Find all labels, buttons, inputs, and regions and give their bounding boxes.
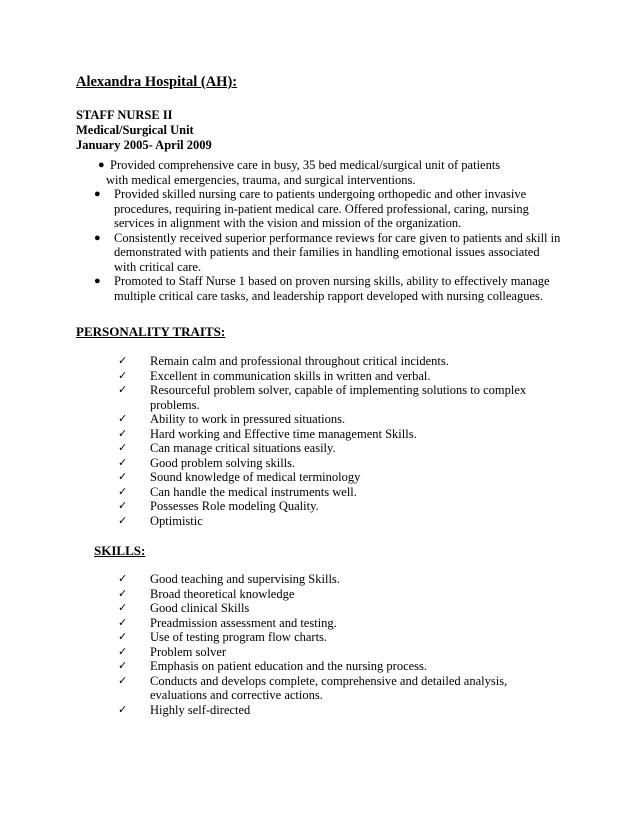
duty-text: Consistently received superior performance reviews for care given to patients and skill in demonstrated with patients and their families in handling emotional issues associated with critical care. <box>114 230 561 274</box>
check-icon: ✓ <box>118 368 128 382</box>
check-icon: ✓ <box>118 702 128 716</box>
duty-text: Provided skilled nursing care to patients undergoing orthopedic and other invasive procedures, requiring in-patient medical care. Offered professional, caring, nursing services in alignment with the vision and mission of the organization. <box>114 187 529 230</box>
trait-text: Possesses Role modeling Quality. <box>150 499 319 513</box>
trait-text: Can handle the medical instruments well. <box>150 484 357 499</box>
list-item <box>118 412 558 427</box>
list-item <box>118 441 558 456</box>
list-item <box>118 369 558 384</box>
list-item <box>118 499 558 514</box>
trait-text: Excellent in communication skills in written and verbal. <box>150 368 431 383</box>
trait-text: Good problem solving skills. <box>150 455 296 470</box>
traits-list <box>118 354 558 528</box>
check-icon: ✓ <box>118 615 128 629</box>
skill-text: Good teaching and supervising Skills. <box>150 572 340 586</box>
list-item <box>118 572 558 587</box>
check-icon: ✓ <box>118 499 128 512</box>
bullet-icon: ● <box>98 159 105 171</box>
check-icon: ✓ <box>118 630 128 643</box>
check-icon: ✓ <box>118 673 128 687</box>
check-icon: ✓ <box>118 586 128 600</box>
duty-line-2: with medical emergencies, trauma, and surgical interventions. <box>106 172 416 187</box>
trait-text: Sound knowledge of medical terminology <box>150 470 361 484</box>
duty-line-1: Provided comprehensive care in busy, 35 bed medical/surgical unit of patients <box>110 158 501 172</box>
list-item <box>118 456 558 471</box>
check-icon: ✓ <box>118 383 128 396</box>
position-title: STAFF NURSE II <box>76 108 173 122</box>
list-item <box>94 187 564 231</box>
traits-heading: PERSONALITY TRAITS: <box>76 324 226 339</box>
skill-text: Good clinical Skills <box>150 601 250 615</box>
employer-title: Alexandra Hospital (AH): <box>76 74 238 90</box>
skill-text: Use of testing program flow charts. <box>150 630 328 644</box>
skills-heading: SKILLS: <box>94 543 146 558</box>
skill-text: Problem solver <box>150 644 227 659</box>
list-item <box>118 427 558 442</box>
trait-text: Ability to work in pressured situations. <box>150 412 346 426</box>
check-icon: ✓ <box>118 470 128 483</box>
check-icon: ✓ <box>118 601 128 614</box>
skill-text: Conducts and develops complete, comprehensive and detailed analysis, evaluations and corrective actions. <box>150 673 508 702</box>
trait-text: Remain calm and professional throughout critical incidents. <box>150 354 449 368</box>
check-icon: ✓ <box>118 659 128 672</box>
skill-text: Emphasis on patient education and the nursing process. <box>150 659 428 673</box>
skill-text: Broad theoretical knowledge <box>150 586 295 601</box>
check-icon: ✓ <box>118 513 128 527</box>
list-item <box>94 231 564 275</box>
trait-text: Hard working and Effective time management Skills. <box>150 426 417 441</box>
check-icon: ✓ <box>118 572 128 585</box>
list-item <box>118 354 558 369</box>
bullet-icon: ● <box>94 231 101 244</box>
trait-text: Can manage critical situations easily. <box>150 441 336 455</box>
list-item <box>118 674 558 703</box>
list-item <box>118 470 558 485</box>
check-icon: ✓ <box>118 412 128 425</box>
list-item <box>118 601 558 616</box>
check-icon: ✓ <box>118 484 128 498</box>
check-icon: ✓ <box>118 354 128 367</box>
list-item <box>118 587 558 602</box>
list-item <box>118 630 558 645</box>
skill-text: Preadmission assessment and testing. <box>150 615 337 630</box>
list-item <box>94 274 564 303</box>
skills-list <box>118 572 558 717</box>
check-icon: ✓ <box>118 644 128 658</box>
trait-text: Resourceful problem solver, capable of implementing solutions to complex problems. <box>150 383 527 412</box>
list-item <box>118 659 558 674</box>
position-dates: January 2005- April 2009 <box>76 137 212 152</box>
duty-text: Promoted to Staff Nurse 1 based on proven nursing skills, ability to effectively manage multiple critical care tasks, and leadership rapport developed with nursing colleagues. <box>114 274 550 303</box>
list-item <box>118 514 558 529</box>
check-icon: ✓ <box>118 441 128 454</box>
list-item <box>118 645 558 660</box>
duties-list <box>94 158 564 303</box>
trait-text: Optimistic <box>150 513 203 528</box>
list-item <box>118 703 558 718</box>
position-unit: Medical/Surgical Unit <box>76 122 194 137</box>
list-item <box>118 383 558 412</box>
check-icon: ✓ <box>118 455 128 469</box>
list-item <box>118 485 558 500</box>
check-icon: ✓ <box>118 426 128 440</box>
bullet-icon: ● <box>94 188 101 200</box>
position-block <box>76 108 212 152</box>
list-item <box>94 158 564 187</box>
list-item <box>118 616 558 631</box>
bullet-icon: ● <box>94 275 101 287</box>
skill-text: Highly self-directed <box>150 702 251 717</box>
